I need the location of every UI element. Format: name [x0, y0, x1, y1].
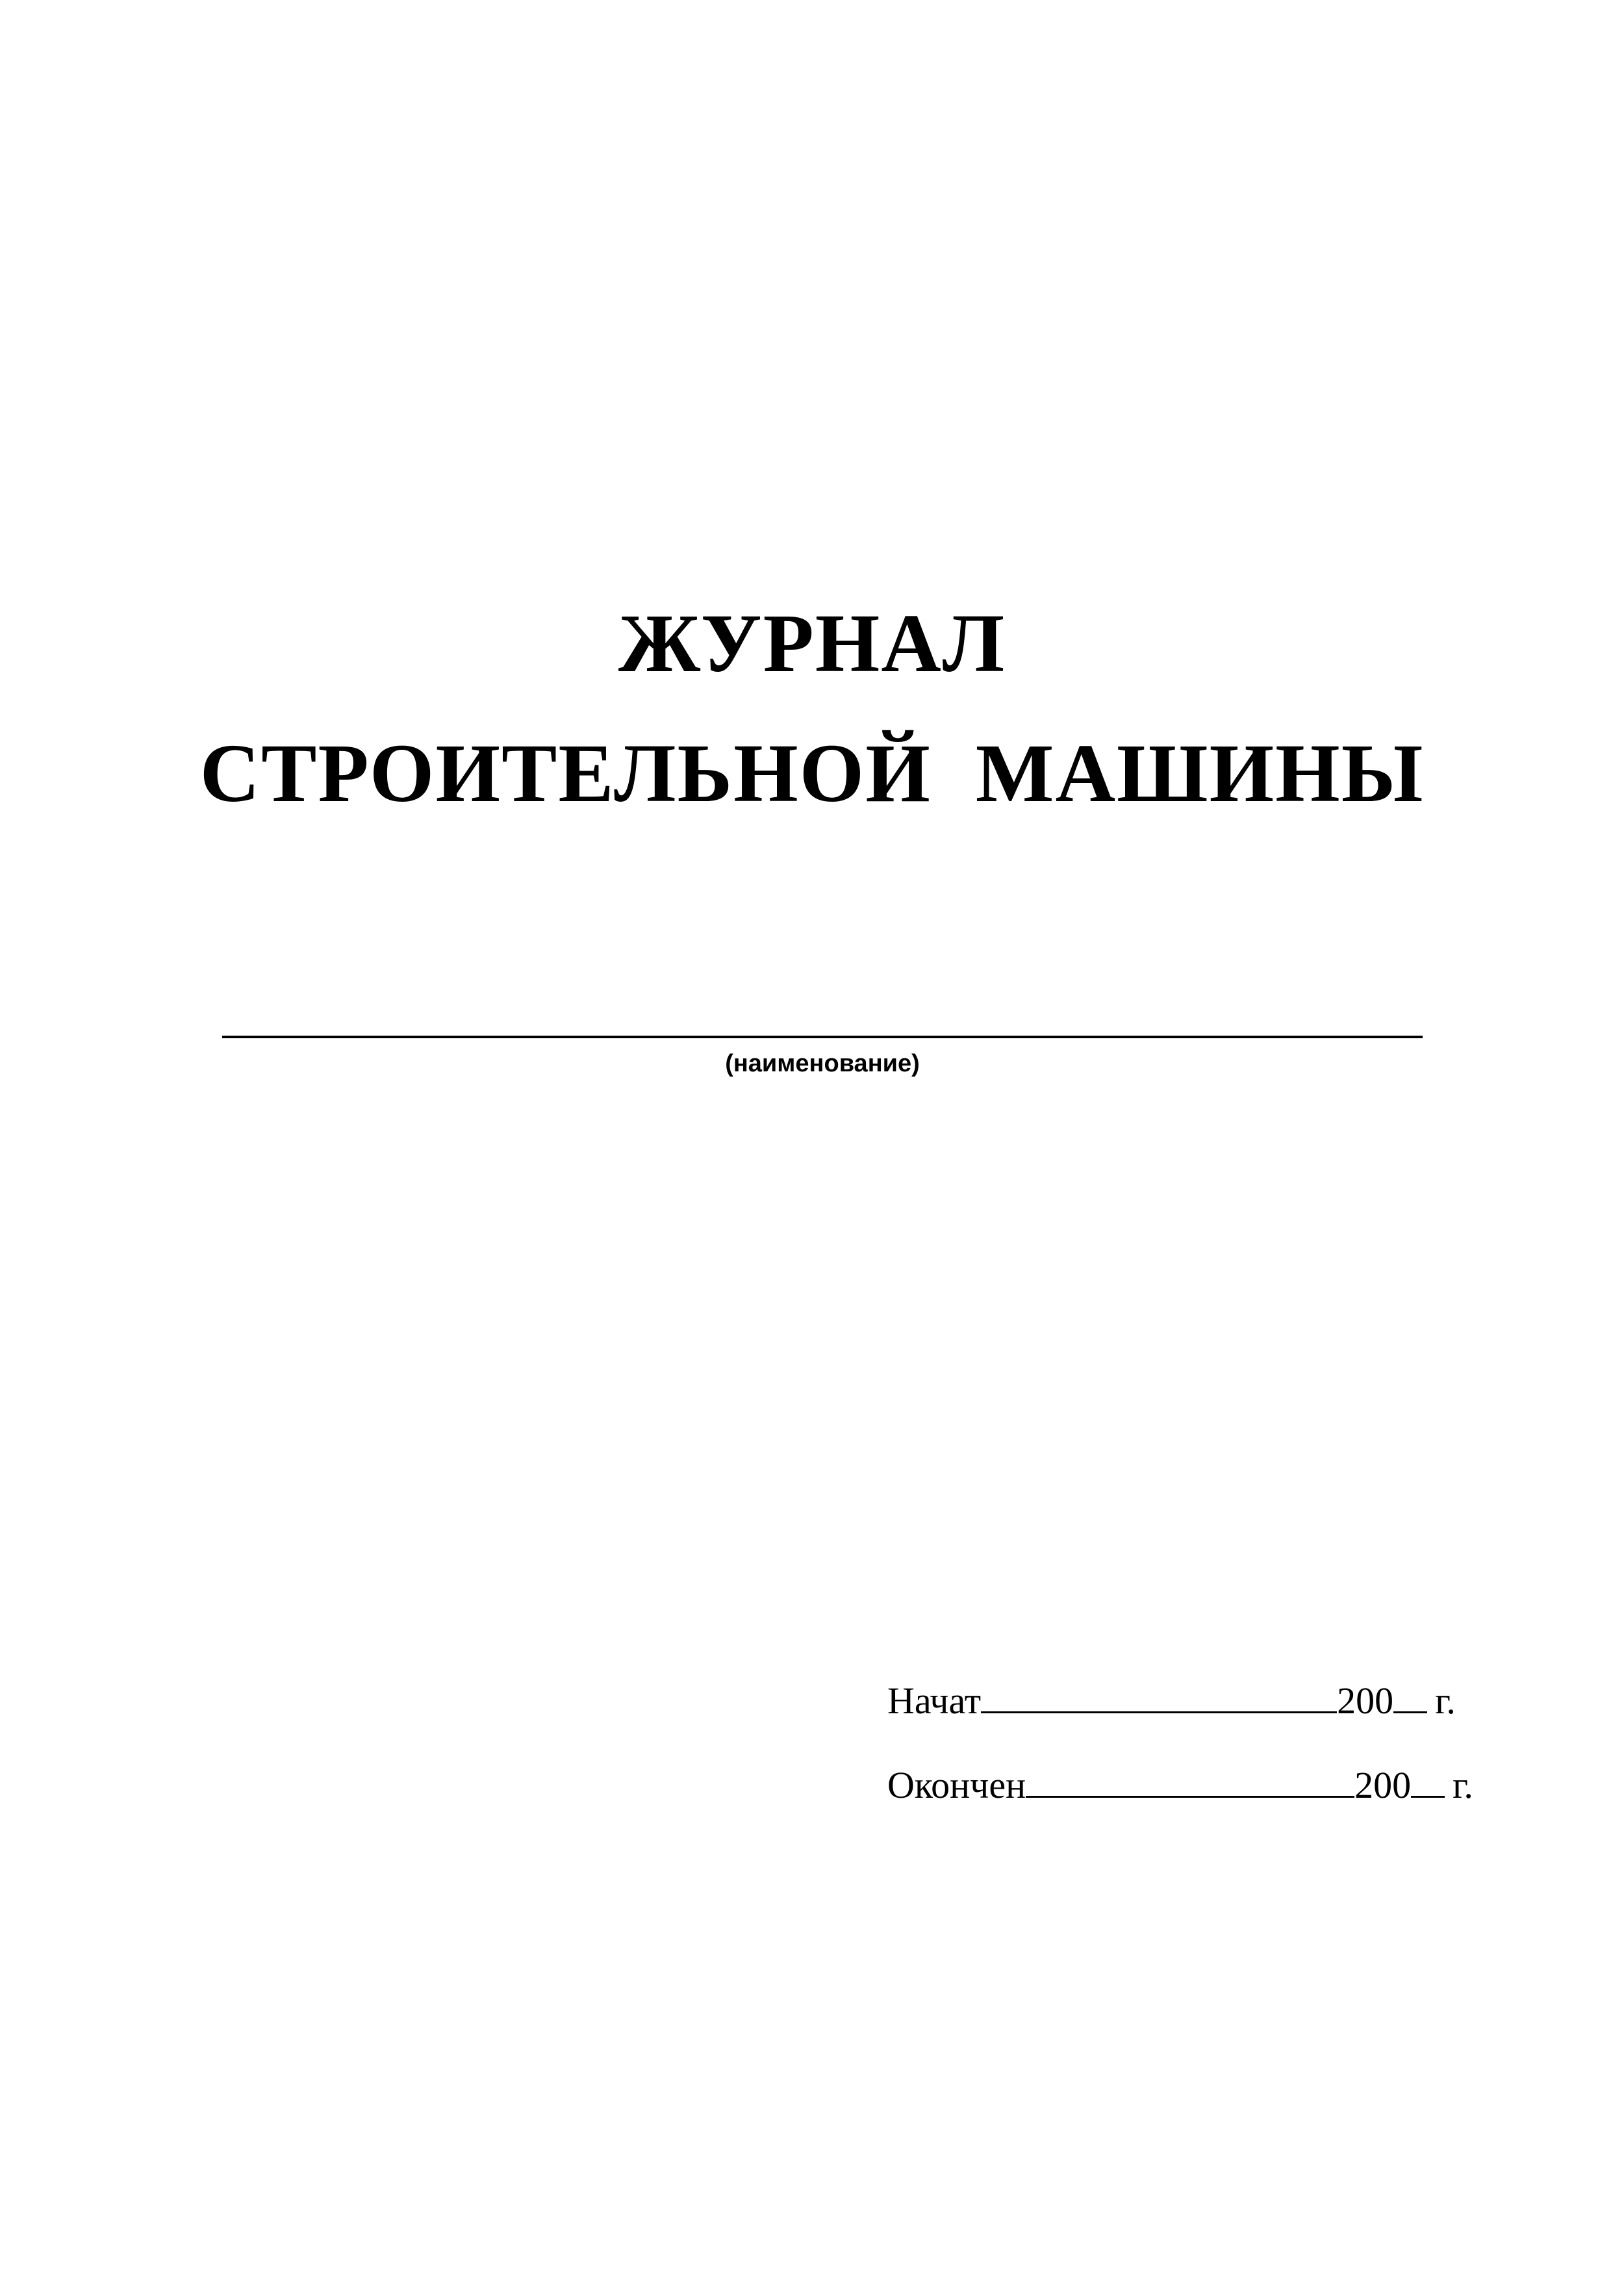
started-year-prefix: 200 — [1337, 1680, 1394, 1722]
finished-label: Окончен — [887, 1764, 1026, 1806]
finished-year-suffix: г. — [1453, 1764, 1473, 1806]
started-date-line — [887, 1678, 1456, 1723]
name-caption: (наименование) — [725, 1050, 920, 1077]
finished-year-blank — [1411, 1762, 1445, 1798]
started-label: Начат — [887, 1680, 982, 1722]
finished-date-blank — [1026, 1762, 1354, 1798]
title-line-1: ЖУРНАЛ — [618, 597, 1006, 689]
document-title — [0, 578, 1624, 838]
finished-date-line — [887, 1762, 1473, 1808]
title-line-2: СТРОИТЕЛЬНОЙ МАШИНЫ — [199, 727, 1425, 819]
name-blank-line — [222, 1036, 1423, 1038]
started-year-blank — [1393, 1678, 1427, 1713]
started-date-blank — [981, 1678, 1337, 1713]
started-year-suffix: г. — [1435, 1680, 1456, 1722]
finished-year-prefix: 200 — [1354, 1764, 1412, 1806]
